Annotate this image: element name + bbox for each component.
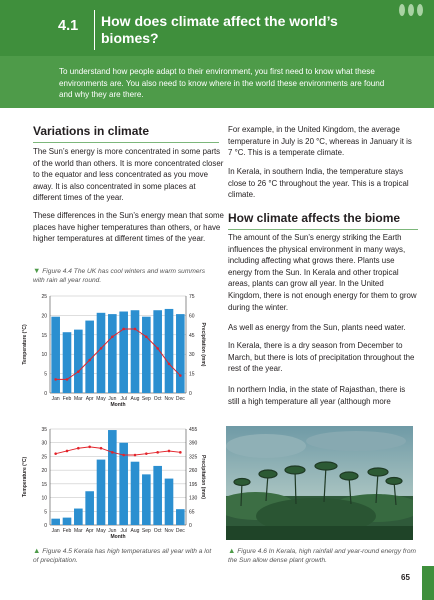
y2-axis-title: Precipitation (mm) [200, 455, 206, 499]
caption-triangle-icon: ▼ [33, 266, 41, 275]
y2-tick-label: 45 [189, 332, 195, 339]
heading-how-climate-affects-biome: How climate affects the biome [228, 211, 401, 225]
right-paragraph-4: As well as energy from the Sun, plants need water. [228, 323, 406, 332]
caption-text: Figure 4.5 Kerala has high temperatures all year with a lot of precipitation. [33, 548, 212, 564]
caption-triangle-icon: ▲ [33, 546, 41, 555]
left-paragraph-2: These differences in the Sun’s energy mean that some places have higher temperatures than others, or have higher temperatures at different times of the year. [33, 211, 224, 244]
y-tick-label: 25 [41, 454, 47, 461]
x-tick-label: Jul [120, 396, 127, 402]
x-tick-label: Oct [153, 528, 162, 534]
y2-tick-label: 390 [189, 440, 198, 447]
precipitation-bar [131, 462, 140, 525]
x-tick-label: Aug [130, 396, 140, 402]
temperature-point [156, 451, 159, 454]
x-tick-label: Feb [62, 528, 72, 534]
precipitation-bar [97, 460, 106, 525]
x-tick-label: Apr [85, 528, 94, 534]
precipitation-bar [63, 518, 72, 525]
x-axis-title: Month [110, 534, 126, 540]
header-divider [94, 10, 95, 50]
kerala-forest-photo [226, 426, 413, 540]
temperature-point [54, 378, 57, 381]
y-axis-title: Temperature (°C) [22, 456, 28, 498]
precipitation-bar [108, 430, 117, 525]
intro-text: To understand how people adapt to their environment, you first need to know what these environments are. You also need to know where in the world these environments are found and why they are there. [59, 67, 385, 99]
precipitation-bar [74, 330, 83, 393]
precipitation-bar [142, 474, 151, 525]
temperature-point [100, 447, 103, 450]
y-tick-label: 15 [41, 332, 47, 339]
precipitation-bar [63, 332, 72, 393]
precipitation-bar [119, 312, 128, 393]
y-tick-label: 20 [41, 468, 47, 475]
y2-tick-label: 75 [189, 294, 195, 300]
caption-triangle-icon: ▲ [228, 546, 236, 555]
temperature-point [168, 450, 171, 453]
y2-tick-label: 325 [189, 454, 198, 461]
precipitation-bar [97, 313, 106, 393]
temperature-point [134, 328, 137, 331]
precipitation-bar [165, 309, 174, 393]
x-tick-label: Jan [51, 528, 60, 534]
kerala-climate-chart [20, 423, 220, 544]
x-axis-title: Month [110, 402, 126, 408]
temperature-point [134, 454, 137, 457]
precipitation-bar [74, 509, 83, 525]
x-tick-label: May [96, 528, 106, 534]
y2-tick-label: 65 [189, 509, 195, 516]
figure-4-4-caption [33, 267, 213, 286]
heading-rule [228, 229, 418, 230]
figure-4-6-caption [228, 547, 418, 566]
y2-tick-label: 260 [189, 468, 198, 475]
y-tick-label: 15 [41, 481, 47, 488]
x-tick-label: Mar [74, 396, 83, 402]
precipitation-bar [51, 317, 60, 393]
y-tick-label: 10 [41, 495, 47, 502]
y2-tick-label: 15 [189, 371, 195, 378]
y-tick-label: 10 [41, 352, 47, 359]
right-paragraph-2: In Kerala, in southern India, the temperature stays close to 26 °C throughout the year. This is a tropical climate. [228, 167, 409, 200]
left-paragraph-1: The Sun’s energy is more concentrated in some parts of the world than others. It is more concentrated closer to the equator and less concentrated as you move away. It is also concentrated in some places at different times of the year. [33, 147, 224, 203]
x-tick-label: Dec [175, 528, 185, 534]
figure-4-5-caption [33, 547, 218, 566]
temperature-line [56, 447, 181, 455]
y2-tick-label: 0 [189, 391, 192, 397]
right-paragraph-1: For example, in the United Kingdom, the average temperature in July is 20 °C, whereas in January it is 7 °C. This is a temperate climate. [228, 125, 412, 158]
temperature-point [179, 374, 182, 377]
precipitation-bar [131, 310, 140, 393]
x-tick-label: Feb [62, 396, 72, 402]
y-tick-label: 5 [44, 371, 47, 378]
precipitation-bar [153, 466, 162, 525]
y2-tick-label: 195 [189, 481, 198, 488]
caption-text: Figure 4.4 The UK has cool winters and warm summers with rain all year round. [33, 268, 205, 284]
page-corner-tab [422, 566, 434, 600]
y-tick-label: 35 [41, 427, 47, 433]
precipitation-bar [108, 314, 117, 393]
y2-axis-title: Precipitation (mm) [200, 322, 206, 367]
precipitation-bar [165, 479, 174, 525]
x-tick-label: Dec [175, 396, 185, 402]
temperature-point [66, 450, 69, 453]
x-tick-label: Jan [51, 396, 60, 402]
right-paragraph-5: In Kerala, there is a dry season from December to March, but there is lots of precipitation throughout the rest of the year. [228, 341, 415, 374]
temperature-point [100, 347, 103, 350]
temperature-point [122, 454, 125, 457]
y2-tick-label: 60 [189, 313, 195, 320]
x-tick-label: Sep [141, 528, 151, 534]
tree-icon [396, 3, 426, 19]
precipitation-bar [176, 509, 185, 525]
page-number: 65 [401, 573, 410, 582]
precipitation-bar [153, 310, 162, 393]
x-tick-label: Nov [164, 528, 174, 534]
x-tick-label: May [96, 396, 106, 402]
temperature-point [77, 447, 80, 450]
y-tick-label: 25 [41, 294, 47, 300]
y-tick-label: 20 [41, 313, 47, 320]
y-tick-label: 5 [44, 509, 47, 516]
x-tick-label: Mar [74, 528, 83, 534]
y2-tick-label: 0 [189, 523, 192, 529]
temperature-point [145, 452, 148, 455]
x-tick-label: Jul [120, 528, 127, 534]
temperature-point [66, 378, 69, 381]
x-tick-label: Aug [130, 528, 140, 534]
y-tick-label: 0 [44, 391, 47, 397]
temperature-point [111, 451, 114, 454]
y-axis-title: Temperature (°C) [22, 324, 28, 365]
precipitation-bar [51, 519, 60, 525]
y2-tick-label: 130 [189, 495, 198, 502]
temperature-point [88, 359, 91, 362]
precipitation-bar [176, 314, 185, 393]
y2-tick-label: 30 [189, 352, 195, 359]
temperature-point [145, 335, 148, 338]
precipitation-bar [142, 317, 151, 393]
x-tick-label: Jun [108, 396, 117, 402]
page-title: How does climate affect the world’s biomes? [101, 13, 338, 46]
heading-variations-in-climate: Variations in climate [33, 124, 150, 138]
x-tick-label: Apr [85, 396, 94, 402]
x-tick-label: Jun [108, 528, 117, 534]
x-tick-label: Nov [164, 396, 174, 402]
temperature-point [156, 347, 159, 350]
x-tick-label: Oct [153, 396, 162, 402]
temperature-point [179, 451, 182, 454]
precipitation-bar [85, 491, 94, 525]
temperature-point [54, 452, 57, 455]
temperature-point [111, 335, 114, 338]
temperature-point [77, 370, 80, 373]
temperature-point [122, 328, 125, 331]
right-paragraph-3: The amount of the Sun’s energy striking the Earth influences the physical environment in many ways, including affecting what grows there. Plants use energy from the Sun. In Kerala and other tropical areas, plants can grow all year. In the United Kingdom, there is not enough energy for them to grow during the winter. [228, 233, 417, 312]
caption-text: Figure 4.6 In Kerala, high rainfall and year-round energy from the Sun allow dense plant growth. [228, 548, 417, 564]
y-tick-label: 30 [41, 440, 47, 447]
y-tick-label: 0 [44, 523, 47, 529]
section-number: 4.1 [58, 18, 79, 34]
x-tick-label: Sep [141, 396, 151, 402]
temperature-point [88, 446, 91, 449]
heading-rule [33, 142, 219, 143]
y2-tick-label: 455 [189, 427, 198, 433]
right-paragraph-6: In northern India, in the state of Rajasthan, there is still a high temperature all year (although more [228, 385, 406, 406]
uk-climate-chart [20, 288, 220, 418]
temperature-point [168, 363, 171, 366]
